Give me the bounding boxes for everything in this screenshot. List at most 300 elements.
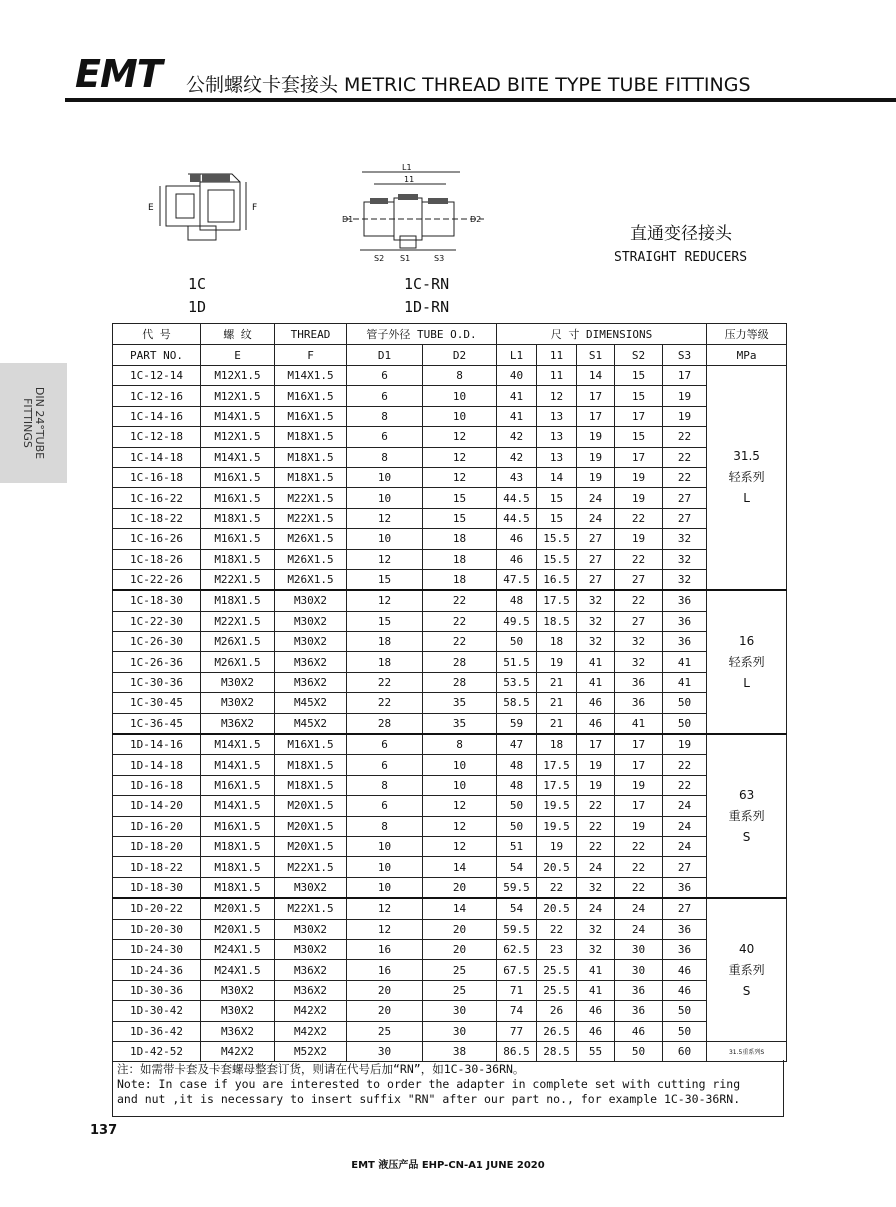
- cell-l-11: 19: [537, 652, 577, 672]
- cell-d1: 12: [347, 919, 423, 939]
- cell-d1: 10: [347, 488, 423, 508]
- cell-thread-e: M20X1.5: [201, 919, 275, 939]
- cell-s2: 22: [615, 508, 663, 528]
- cell-l1: 41: [497, 386, 537, 406]
- cell-thread-e: M36X2: [201, 713, 275, 734]
- cell-l1: 41: [497, 406, 537, 426]
- cell-l-11: 22: [537, 877, 577, 898]
- table-row: [113, 569, 787, 590]
- cell-l1: 43: [497, 467, 537, 487]
- cell-thread-e: M26X1.5: [201, 652, 275, 672]
- cell-d1: 6: [347, 427, 423, 447]
- cell-l-11: 15.5: [537, 529, 577, 549]
- cell-part-no: 1D-24-36: [113, 960, 201, 980]
- cell-s3: 32: [663, 569, 707, 590]
- table-row: [113, 919, 787, 939]
- header-e: E: [201, 345, 275, 366]
- cell-s3: 24: [663, 796, 707, 816]
- cell-thread-f: M20X1.5: [275, 836, 347, 856]
- table-row: [113, 508, 787, 528]
- table-row: [113, 386, 787, 406]
- cell-s1: 41: [577, 980, 615, 1000]
- cell-s1: 32: [577, 877, 615, 898]
- cell-s2: 17: [615, 406, 663, 426]
- cell-thread-e: M18X1.5: [201, 857, 275, 877]
- cell-l-11: 14: [537, 467, 577, 487]
- cell-l-11: 13: [537, 427, 577, 447]
- cell-l-11: 18.5: [537, 611, 577, 631]
- cell-s3: 50: [663, 1001, 707, 1021]
- pressure-rating-line: 63: [738, 787, 755, 802]
- cell-d2: 15: [423, 488, 497, 508]
- cell-d2: 10: [423, 755, 497, 775]
- cell-d1: 8: [347, 447, 423, 467]
- cell-d2: 28: [423, 672, 497, 692]
- header-dimensions: 尺 寸 DIMENSIONS: [497, 324, 707, 345]
- cell-s2: 17: [615, 755, 663, 775]
- cell-s2: 30: [615, 939, 663, 959]
- cell-part-no: 1D-16-20: [113, 816, 201, 836]
- cell-s3: 46: [663, 960, 707, 980]
- cell-s2: 19: [615, 816, 663, 836]
- cell-thread-e: M18X1.5: [201, 877, 275, 898]
- header-f: F: [275, 345, 347, 366]
- cell-thread-e: M18X1.5: [201, 836, 275, 856]
- cell-part-no: 1C-12-16: [113, 386, 201, 406]
- cell-s1: 14: [577, 366, 615, 386]
- cell-l1: 47.5: [497, 569, 537, 590]
- pressure-rating-line: 31.5: [733, 449, 760, 464]
- cell-s1: 17: [577, 734, 615, 755]
- cell-s3: 27: [663, 857, 707, 877]
- cell-d2: 18: [423, 529, 497, 549]
- dim-s2-label: S2: [374, 254, 385, 263]
- cell-s2: 36: [615, 980, 663, 1000]
- cell-s2: 15: [615, 386, 663, 406]
- cell-thread-f: M18X1.5: [275, 447, 347, 467]
- cell-thread-e: M18X1.5: [201, 590, 275, 611]
- cell-part-no: 1C-18-30: [113, 590, 201, 611]
- cell-part-no: 1C-36-45: [113, 713, 201, 734]
- cell-part-no: 1C-16-22: [113, 488, 201, 508]
- cell-d1: 12: [347, 590, 423, 611]
- dim-s1-label: S1: [400, 254, 411, 263]
- cell-s3: 46: [663, 980, 707, 1000]
- cell-l-11: 18: [537, 632, 577, 652]
- cell-l-11: 13: [537, 406, 577, 426]
- cell-thread-e: M30X2: [201, 980, 275, 1000]
- cell-d2: 12: [423, 427, 497, 447]
- cell-thread-e: M18X1.5: [201, 508, 275, 528]
- cell-s1: 46: [577, 693, 615, 713]
- header-d1: D1: [347, 345, 423, 366]
- cell-l1: 44.5: [497, 508, 537, 528]
- cell-d2: 30: [423, 1021, 497, 1041]
- cell-l-11: 19: [537, 836, 577, 856]
- page-footer: EMT 液压产品 EHP-CN-A1 JUNE 2020: [351, 1160, 545, 1171]
- cell-l-11: 17.5: [537, 755, 577, 775]
- product-title-cn: 直通变径接头: [630, 224, 732, 244]
- cell-part-no: 1C-14-16: [113, 406, 201, 426]
- cell-d1: 28: [347, 713, 423, 734]
- cell-s2: 22: [615, 836, 663, 856]
- cell-s2: 24: [615, 919, 663, 939]
- spec-table: [112, 323, 787, 1062]
- order-note: [112, 1060, 784, 1117]
- cell-part-no: 1C-22-30: [113, 611, 201, 631]
- cell-thread-e: M30X2: [201, 693, 275, 713]
- cell-s2: 15: [615, 427, 663, 447]
- cell-l1: 50: [497, 796, 537, 816]
- product-title-en: STRAIGHT REDUCERS: [614, 250, 748, 265]
- cell-thread-f: M30X2: [275, 590, 347, 611]
- cell-thread-e: M14X1.5: [201, 755, 275, 775]
- cell-l-11: 22: [537, 919, 577, 939]
- pressure-rating-line: 16: [738, 633, 755, 648]
- cell-s1: 24: [577, 898, 615, 919]
- pressure-rating-line: L: [743, 675, 750, 690]
- cell-part-no: 1D-20-22: [113, 898, 201, 919]
- cell-d1: 6: [347, 796, 423, 816]
- cell-s1: 41: [577, 672, 615, 692]
- cell-l-11: 13: [537, 447, 577, 467]
- cell-s2: 17: [615, 734, 663, 755]
- cell-l-11: 15: [537, 508, 577, 528]
- cell-l-11: 28.5: [537, 1041, 577, 1061]
- cell-thread-f: M22X1.5: [275, 508, 347, 528]
- cell-part-no: 1C-12-18: [113, 427, 201, 447]
- cell-thread-e: M26X1.5: [201, 632, 275, 652]
- cell-d1: 12: [347, 549, 423, 569]
- cell-thread-f: M26X1.5: [275, 549, 347, 569]
- cell-l-11: 18: [537, 734, 577, 755]
- cell-s2: 22: [615, 857, 663, 877]
- pressure-rating-line: 重系列: [728, 808, 765, 823]
- cell-l1: 44.5: [497, 488, 537, 508]
- cell-s1: 17: [577, 386, 615, 406]
- cell-l1: 62.5: [497, 939, 537, 959]
- cell-thread-e: M30X2: [201, 672, 275, 692]
- cell-l-11: 17.5: [537, 775, 577, 795]
- cell-d1: 15: [347, 611, 423, 631]
- cell-s1: 27: [577, 549, 615, 569]
- cell-d2: 35: [423, 693, 497, 713]
- cell-l1: 77: [497, 1021, 537, 1041]
- cell-thread-e: M22X1.5: [201, 569, 275, 590]
- header-thread-en: THREAD: [275, 324, 347, 345]
- cell-s2: 19: [615, 529, 663, 549]
- cell-s1: 32: [577, 939, 615, 959]
- cell-s2: 19: [615, 488, 663, 508]
- cell-l-11: 17.5: [537, 590, 577, 611]
- cell-l1: 42: [497, 427, 537, 447]
- cell-s3: 27: [663, 488, 707, 508]
- cell-s2: 22: [615, 549, 663, 569]
- table-row: [113, 467, 787, 487]
- cell-s2: 17: [615, 447, 663, 467]
- cell-s2: 27: [615, 569, 663, 590]
- cell-part-no: 1C-18-22: [113, 508, 201, 528]
- cell-d1: 16: [347, 960, 423, 980]
- cell-s3: 50: [663, 1021, 707, 1041]
- table-row: [113, 877, 787, 898]
- cell-s2: 15: [615, 366, 663, 386]
- cell-thread-f: M16X1.5: [275, 386, 347, 406]
- cell-d1: 10: [347, 877, 423, 898]
- cell-thread-f: M22X1.5: [275, 898, 347, 919]
- cell-thread-e: M16X1.5: [201, 488, 275, 508]
- cell-s1: 22: [577, 836, 615, 856]
- pressure-rating-line: S: [742, 829, 751, 844]
- cell-l-11: 26: [537, 1001, 577, 1021]
- cell-thread-f: M26X1.5: [275, 569, 347, 590]
- table-row: [113, 980, 787, 1000]
- cell-d1: 16: [347, 939, 423, 959]
- note-line-cn: 注：如需带卡套及卡套螺母整套订货，则请在代号后加“RN”，如1C-30-36RN。: [117, 1062, 525, 1076]
- cell-d1: 22: [347, 672, 423, 692]
- cell-s3: 50: [663, 713, 707, 734]
- cell-thread-e: M42X2: [201, 1041, 275, 1061]
- cell-d1: 22: [347, 693, 423, 713]
- cell-s2: 22: [615, 590, 663, 611]
- fitting-drawing-right: [334, 160, 494, 268]
- table-row: [113, 1041, 787, 1061]
- header-11: 11: [537, 345, 577, 366]
- cell-s3: 27: [663, 898, 707, 919]
- section-side-tab: [0, 363, 67, 483]
- cell-d2: 10: [423, 386, 497, 406]
- cell-d1: 10: [347, 836, 423, 856]
- cell-l-11: 25.5: [537, 960, 577, 980]
- cell-d1: 10: [347, 467, 423, 487]
- cell-l1: 47: [497, 734, 537, 755]
- fitting-drawing-left: [140, 168, 280, 248]
- cell-s1: 19: [577, 447, 615, 467]
- cell-thread-e: M14X1.5: [201, 447, 275, 467]
- table-row: [113, 447, 787, 467]
- table-row: [113, 632, 787, 652]
- cell-d1: 18: [347, 652, 423, 672]
- page-number: 137: [90, 1123, 118, 1138]
- cell-d1: 6: [347, 734, 423, 755]
- cell-thread-f: M36X2: [275, 960, 347, 980]
- cell-d2: 12: [423, 836, 497, 856]
- cell-thread-f: M22X1.5: [275, 488, 347, 508]
- cell-s1: 22: [577, 816, 615, 836]
- cell-part-no: 1C-18-26: [113, 549, 201, 569]
- cell-part-no: 1C-22-26: [113, 569, 201, 590]
- cell-s1: 41: [577, 652, 615, 672]
- cell-thread-f: M18X1.5: [275, 755, 347, 775]
- cell-s1: 32: [577, 632, 615, 652]
- side-tab-line1: DIN 24°TUBE: [33, 386, 46, 460]
- table-row: [113, 366, 787, 386]
- cell-s1: 27: [577, 569, 615, 590]
- model-label-1d-rn: 1D-RN: [404, 298, 450, 316]
- cell-l-11: 19.5: [537, 816, 577, 836]
- cell-thread-e: M30X2: [201, 1001, 275, 1021]
- header-s3: S3: [663, 345, 707, 366]
- cell-thread-e: M16X1.5: [201, 816, 275, 836]
- table-row: [113, 734, 787, 755]
- side-tab-line2: FITTINGS: [21, 398, 34, 448]
- cell-thread-f: M36X2: [275, 672, 347, 692]
- cell-thread-f: M30X2: [275, 939, 347, 959]
- dim-l1-label: L1: [402, 163, 412, 172]
- cell-part-no: 1D-30-42: [113, 1001, 201, 1021]
- cell-l1: 54: [497, 857, 537, 877]
- cell-s3: 19: [663, 406, 707, 426]
- page-header: [0, 0, 896, 110]
- cell-l1: 51: [497, 836, 537, 856]
- table-row: [113, 529, 787, 549]
- cell-l1: 51.5: [497, 652, 537, 672]
- cell-d2: 22: [423, 590, 497, 611]
- cell-s2: 46: [615, 1021, 663, 1041]
- cell-d1: 10: [347, 857, 423, 877]
- cell-d2: 22: [423, 632, 497, 652]
- cell-d1: 6: [347, 386, 423, 406]
- cell-thread-f: M30X2: [275, 919, 347, 939]
- cell-thread-f: M36X2: [275, 652, 347, 672]
- pressure-rating-cell: 31.5重系列S: [707, 1041, 787, 1061]
- cell-s3: 32: [663, 529, 707, 549]
- pressure-rating-line: 轻系列: [728, 654, 765, 669]
- cell-thread-f: M16X1.5: [275, 734, 347, 755]
- cell-s1: 46: [577, 1001, 615, 1021]
- cell-d2: 35: [423, 713, 497, 734]
- cell-part-no: 1C-26-30: [113, 632, 201, 652]
- cell-thread-e: M24X1.5: [201, 960, 275, 980]
- cell-thread-f: M18X1.5: [275, 775, 347, 795]
- table-row: [113, 693, 787, 713]
- header-rule: [65, 98, 896, 102]
- cell-thread-f: M30X2: [275, 632, 347, 652]
- cell-d2: 20: [423, 877, 497, 898]
- cell-s1: 32: [577, 611, 615, 631]
- pressure-rating-line: 重系列: [728, 962, 765, 977]
- cell-l-11: 20.5: [537, 898, 577, 919]
- cell-s1: 19: [577, 755, 615, 775]
- table-row: [113, 857, 787, 877]
- cell-d2: 8: [423, 366, 497, 386]
- cell-d2: 14: [423, 898, 497, 919]
- pressure-rating-cell: [707, 734, 787, 898]
- cell-thread-f: M26X1.5: [275, 529, 347, 549]
- cell-d2: 12: [423, 447, 497, 467]
- pressure-rating-cell: [707, 898, 787, 1041]
- header-tube-od: 管子外径 TUBE O.D.: [347, 324, 497, 345]
- cell-thread-f: M18X1.5: [275, 467, 347, 487]
- pressure-rating-line: L: [743, 491, 750, 506]
- cell-s2: 36: [615, 672, 663, 692]
- cell-l1: 71: [497, 980, 537, 1000]
- cell-s2: 19: [615, 775, 663, 795]
- cell-l1: 59.5: [497, 919, 537, 939]
- table-row: [113, 796, 787, 816]
- cell-d1: 6: [347, 366, 423, 386]
- cell-d1: 18: [347, 632, 423, 652]
- pressure-rating-cell: [707, 590, 787, 734]
- cell-s3: 24: [663, 836, 707, 856]
- table-row: [113, 611, 787, 631]
- cell-s1: 32: [577, 590, 615, 611]
- side-tab-text: [21, 387, 45, 459]
- dim-f-label: F: [252, 203, 258, 213]
- header-l1: L1: [497, 345, 537, 366]
- cell-d2: 20: [423, 939, 497, 959]
- cell-s1: 19: [577, 467, 615, 487]
- table-row: [113, 590, 787, 611]
- cell-d2: 30: [423, 1001, 497, 1021]
- cell-part-no: 1D-42-52: [113, 1041, 201, 1061]
- cell-l-11: 16.5: [537, 569, 577, 590]
- cell-d2: 25: [423, 980, 497, 1000]
- cell-l-11: 21: [537, 672, 577, 692]
- cell-thread-e: M24X1.5: [201, 939, 275, 959]
- cell-thread-f: M16X1.5: [275, 406, 347, 426]
- cell-l1: 54: [497, 898, 537, 919]
- cell-part-no: 1D-36-42: [113, 1021, 201, 1041]
- pressure-rating-line: S: [742, 983, 751, 998]
- cell-d2: 18: [423, 569, 497, 590]
- cell-l1: 59.5: [497, 877, 537, 898]
- cell-thread-e: M18X1.5: [201, 549, 275, 569]
- cell-d1: 20: [347, 980, 423, 1000]
- cell-s2: 24: [615, 898, 663, 919]
- table-row: [113, 1001, 787, 1021]
- cell-l-11: 23: [537, 939, 577, 959]
- cell-part-no: 1C-14-18: [113, 447, 201, 467]
- table-row: [113, 488, 787, 508]
- cell-s3: 36: [663, 632, 707, 652]
- cell-s1: 46: [577, 713, 615, 734]
- cell-d1: 6: [347, 755, 423, 775]
- cell-thread-f: M36X2: [275, 980, 347, 1000]
- cell-s2: 19: [615, 467, 663, 487]
- cell-d1: 25: [347, 1021, 423, 1041]
- cell-d2: 12: [423, 467, 497, 487]
- cell-s1: 46: [577, 1021, 615, 1041]
- cell-l-11: 15.5: [537, 549, 577, 569]
- cell-d1: 12: [347, 898, 423, 919]
- cell-s3: 36: [663, 939, 707, 959]
- cell-thread-e: M14X1.5: [201, 406, 275, 426]
- cell-s1: 24: [577, 857, 615, 877]
- cell-d1: 8: [347, 816, 423, 836]
- cell-part-no: 1D-30-36: [113, 980, 201, 1000]
- cell-s1: 17: [577, 406, 615, 426]
- header-part-no: PART NO.: [113, 345, 201, 366]
- cell-thread-e: M12X1.5: [201, 427, 275, 447]
- cell-s2: 36: [615, 693, 663, 713]
- cell-l1: 74: [497, 1001, 537, 1021]
- cell-l1: 86.5: [497, 1041, 537, 1061]
- cell-d1: 10: [347, 529, 423, 549]
- cell-thread-f: M22X1.5: [275, 857, 347, 877]
- cell-d2: 15: [423, 508, 497, 528]
- cell-thread-e: M22X1.5: [201, 611, 275, 631]
- cell-l1: 50: [497, 816, 537, 836]
- cell-s3: 22: [663, 467, 707, 487]
- cell-thread-e: M16X1.5: [201, 775, 275, 795]
- pressure-rating-cell: [707, 366, 787, 591]
- cell-l-11: 19.5: [537, 796, 577, 816]
- model-label-1c-rn: 1C-RN: [404, 275, 450, 293]
- cell-s2: 22: [615, 877, 663, 898]
- cell-d2: 38: [423, 1041, 497, 1061]
- dim-s3-label: S3: [434, 254, 445, 263]
